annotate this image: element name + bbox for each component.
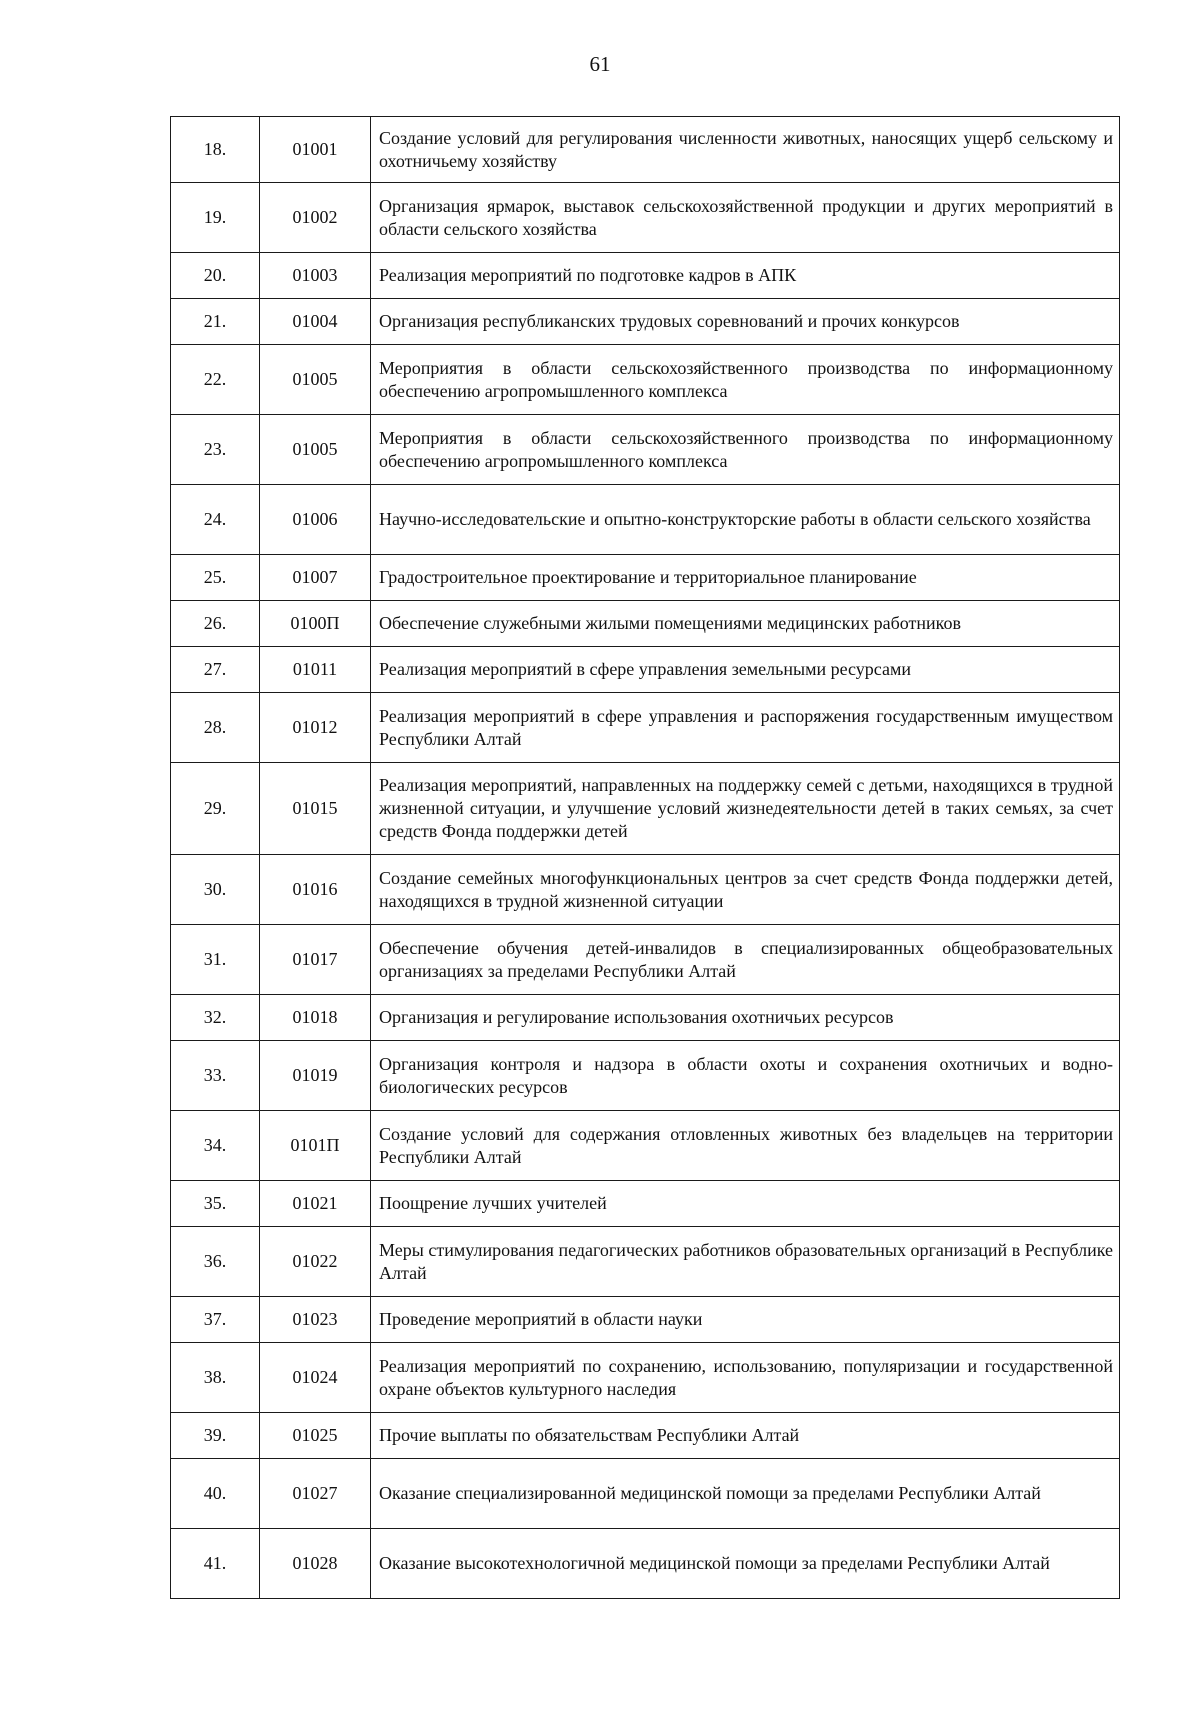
row-description: Обеспечение обучения детей-инвалидов в специализированных общеобразовательных организациях за пределами Республики Алтай [371, 925, 1120, 995]
row-number: 34. [171, 1111, 260, 1181]
row-number: 24. [171, 485, 260, 555]
row-code: 01006 [260, 485, 371, 555]
table-row [171, 647, 1120, 693]
row-code: 01021 [260, 1181, 371, 1227]
row-code: 0100П [260, 601, 371, 647]
table-row [171, 995, 1120, 1041]
table-row [171, 345, 1120, 415]
row-code: 01005 [260, 415, 371, 485]
row-number: 36. [171, 1227, 260, 1297]
row-number: 35. [171, 1181, 260, 1227]
row-number: 29. [171, 763, 260, 855]
row-number: 26. [171, 601, 260, 647]
table-row [171, 1297, 1120, 1343]
table-row [171, 1111, 1120, 1181]
row-code: 01016 [260, 855, 371, 925]
row-description: Создание семейных многофункциональных центров за счет средств Фонда поддержки детей, находящихся в трудной жизненной ситуации [371, 855, 1120, 925]
table-row [171, 1343, 1120, 1413]
row-code: 01015 [260, 763, 371, 855]
page-number: 61 [589, 52, 611, 76]
table-row [171, 601, 1120, 647]
row-description: Создание условий для регулирования численности животных, наносящих ущерб сельскому и охотничьему хозяйству [371, 117, 1120, 183]
table-row [171, 555, 1120, 601]
row-description: Прочие выплаты по обязательствам Республики Алтай [371, 1413, 1120, 1459]
row-code: 01022 [260, 1227, 371, 1297]
row-number: 39. [171, 1413, 260, 1459]
row-number: 18. [171, 117, 260, 183]
row-description: Мероприятия в области сельскохозяйственного производства по информационному обеспечению агропромышленного комплекса [371, 345, 1120, 415]
table-row [171, 485, 1120, 555]
table-row [171, 1459, 1120, 1529]
row-description: Научно-исследовательские и опытно-конструкторские работы в области сельского хозяйства [371, 485, 1120, 555]
table-row [171, 1413, 1120, 1459]
codes-table-body [171, 117, 1120, 1599]
row-number: 30. [171, 855, 260, 925]
row-number: 27. [171, 647, 260, 693]
row-number: 33. [171, 1041, 260, 1111]
row-code: 01018 [260, 995, 371, 1041]
row-description: Реализация мероприятий по подготовке кадров в АПК [371, 253, 1120, 299]
row-code: 01024 [260, 1343, 371, 1413]
row-code: 01023 [260, 1297, 371, 1343]
row-description: Обеспечение служебными жилыми помещениями медицинских работников [371, 601, 1120, 647]
row-code: 01012 [260, 693, 371, 763]
table-row [171, 299, 1120, 345]
table-row [171, 183, 1120, 253]
row-code: 01001 [260, 117, 371, 183]
row-number: 19. [171, 183, 260, 253]
row-description: Реализация мероприятий по сохранению, использованию, популяризации и государственной охране объектов культурного наследия [371, 1343, 1120, 1413]
row-number: 40. [171, 1459, 260, 1529]
row-code: 01027 [260, 1459, 371, 1529]
row-code: 01002 [260, 183, 371, 253]
table-row [171, 855, 1120, 925]
table-row [171, 693, 1120, 763]
row-description: Организация республиканских трудовых соревнований и прочих конкурсов [371, 299, 1120, 345]
row-code: 01004 [260, 299, 371, 345]
row-code: 01007 [260, 555, 371, 601]
row-code: 01011 [260, 647, 371, 693]
row-code: 01017 [260, 925, 371, 995]
table-row [171, 925, 1120, 995]
row-description: Оказание специализированной медицинской помощи за пределами Республики Алтай [371, 1459, 1120, 1529]
row-number: 20. [171, 253, 260, 299]
table-row [171, 1181, 1120, 1227]
row-description: Поощрение лучших учителей [371, 1181, 1120, 1227]
row-description: Меры стимулирования педагогических работников образовательных организаций в Республике Алтай [371, 1227, 1120, 1297]
row-code: 01019 [260, 1041, 371, 1111]
row-number: 23. [171, 415, 260, 485]
row-description: Градостроительное проектирование и территориальное планирование [371, 555, 1120, 601]
row-code: 01028 [260, 1529, 371, 1599]
row-number: 25. [171, 555, 260, 601]
table-row [171, 117, 1120, 183]
table-row [171, 1041, 1120, 1111]
row-description: Организация контроля и надзора в области охоты и сохранения охотничьих и водно-биологических ресурсов [371, 1041, 1120, 1111]
row-code: 01005 [260, 345, 371, 415]
row-description: Реализация мероприятий в сфере управления земельными ресурсами [371, 647, 1120, 693]
row-code: 01003 [260, 253, 371, 299]
table-row [171, 1227, 1120, 1297]
row-number: 32. [171, 995, 260, 1041]
row-number: 22. [171, 345, 260, 415]
row-description: Мероприятия в области сельскохозяйственного производства по информационному обеспечению агропромышленного комплекса [371, 415, 1120, 485]
row-number: 28. [171, 693, 260, 763]
row-number: 21. [171, 299, 260, 345]
row-description: Создание условий для содержания отловленных животных без владельцев на территории Республики Алтай [371, 1111, 1120, 1181]
row-description: Организация и регулирование использования охотничьих ресурсов [371, 995, 1120, 1041]
row-number: 41. [171, 1529, 260, 1599]
table-row [171, 1529, 1120, 1599]
table-row [171, 253, 1120, 299]
row-description: Организация ярмарок, выставок сельскохозяйственной продукции и других мероприятий в области сельского хозяйства [371, 183, 1120, 253]
row-description: Реализация мероприятий, направленных на поддержку семей с детьми, находящихся в трудной жизненной ситуации, и улучшение условий жизнедеятельности детей в таких семьях, за счет средств Фонда поддержки детей [371, 763, 1120, 855]
table-row [171, 763, 1120, 855]
table-row [171, 415, 1120, 485]
row-number: 37. [171, 1297, 260, 1343]
row-description: Оказание высокотехнологичной медицинской помощи за пределами Республики Алтай [371, 1529, 1120, 1599]
row-code: 0101П [260, 1111, 371, 1181]
row-code: 01025 [260, 1413, 371, 1459]
row-description: Реализация мероприятий в сфере управления и распоряжения государственным имуществом Республики Алтай [371, 693, 1120, 763]
codes-table [170, 116, 1120, 1599]
row-number: 38. [171, 1343, 260, 1413]
row-number: 31. [171, 925, 260, 995]
row-description: Проведение мероприятий в области науки [371, 1297, 1120, 1343]
